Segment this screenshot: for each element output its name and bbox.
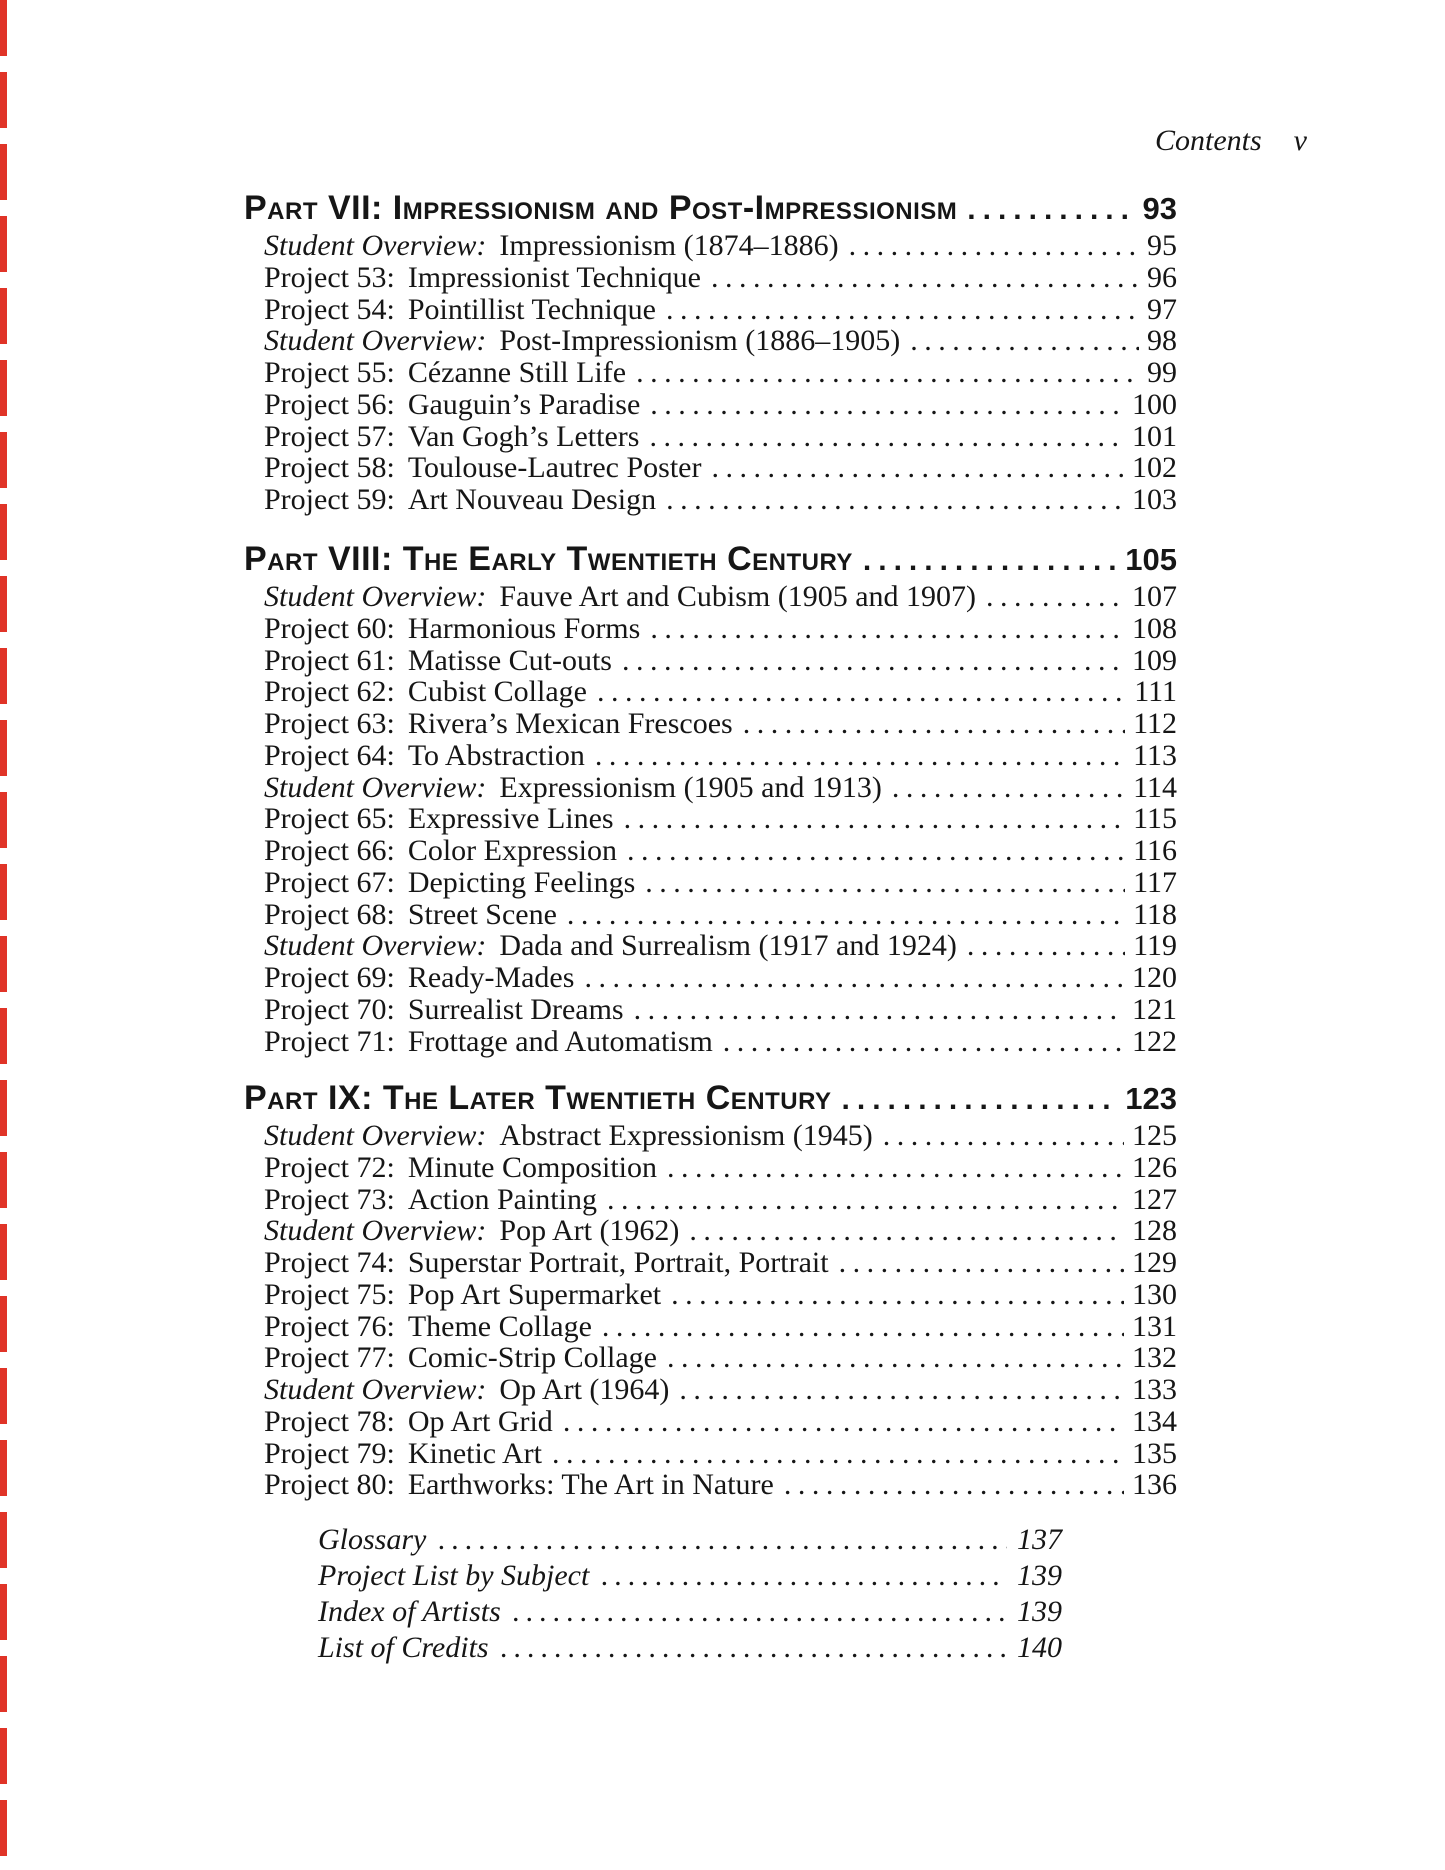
entry-page-number: 99 [1147,356,1177,389]
entry-title: Kinetic Art [407,1436,542,1470]
toc-entry [264,1406,1177,1438]
dot-leader [839,1247,1124,1279]
dot-leader [743,708,1125,740]
left-edge-red-marker [0,0,7,1870]
part-heading [244,186,1177,230]
entry-title: Cubist Collage [407,675,587,709]
toc-entry [264,421,1177,453]
dot-leader [666,484,1124,516]
toc-entry [264,1279,1177,1311]
entry-title: Impressionist Technique [407,260,701,294]
entry-label: Project 57: [264,419,395,453]
toc-entry [264,994,1177,1026]
entry-label: Project 66: [264,834,395,867]
toc-entry [264,357,1177,389]
backmatter-title: Project List by Subject [318,1559,590,1592]
entry-label: Project 54: [264,292,395,326]
toc-entry [264,1374,1177,1406]
entry-page-number: 117 [1133,865,1177,899]
entry-page-number: 101 [1132,419,1177,453]
dot-leader [711,262,1139,294]
entry-page-number: 125 [1132,1119,1177,1152]
entry-title: Cézanne Still Life [407,356,627,389]
dot-leader [627,835,1125,867]
entry-page-number: 118 [1133,897,1177,931]
entry-page-number: 98 [1147,324,1177,358]
dot-leader [584,962,1124,994]
entry-title: Rivera’s Mexican Frescoes [407,707,733,740]
toc-section [244,1076,1177,1501]
entry-label: Project 73: [264,1182,395,1216]
entry-label: Project 75: [264,1277,395,1311]
entry-label: Student Overview: [264,580,487,613]
dot-leader [967,186,1134,232]
dot-leader [723,1026,1124,1058]
entry-label: Project 64: [264,738,395,772]
entry-label: Project 53: [264,260,395,294]
part-page-number: 105 [1125,542,1177,577]
backmatter-entry [318,1522,1062,1558]
entry-label: Project 67: [264,865,395,899]
dot-leader [501,1630,1007,1666]
toc-entry [264,899,1177,931]
entry-page-number: 97 [1147,292,1177,326]
entry-title: Toulouse-Lautrec Poster [407,451,702,485]
toc-entry [264,835,1177,867]
dot-leader [667,1152,1124,1184]
entry-title: Earthworks: The Art in Nature [407,1468,774,1502]
toc-entry [264,389,1177,421]
toc-entry-list [264,1120,1177,1501]
entry-page-number: 109 [1132,643,1177,677]
entry-label: Project 56: [264,387,395,421]
dot-leader [563,1406,1124,1438]
toc-entry [264,803,1177,835]
entry-title: Comic-Strip Collage [407,1341,657,1375]
entry-label: Project 65: [264,802,395,836]
toc-entry [264,1120,1177,1152]
entry-title: Street Scene [407,897,557,931]
entry-title: Art Nouveau Design [407,483,657,516]
dot-leader [597,676,1126,708]
toc-entry [264,581,1177,613]
dot-leader [636,357,1139,389]
entry-page-number: 113 [1133,738,1177,772]
dot-leader [863,537,1117,583]
toc-entry [264,772,1177,804]
backmatter-entry [318,1558,1062,1594]
entry-label: Project 59: [264,483,395,516]
toc-entry [264,1438,1177,1470]
backmatter-entry [318,1630,1062,1666]
dot-leader [650,389,1124,421]
toc-entry [264,452,1177,484]
toc-entry [264,1184,1177,1216]
entry-page-number: 103 [1132,483,1177,516]
entry-page-number: 135 [1132,1436,1177,1470]
entry-page-number: 108 [1132,611,1177,645]
entry-page-number: 96 [1147,260,1177,294]
part-heading [244,1076,1177,1120]
dot-leader [607,1184,1124,1216]
entry-title: Pop Art Supermarket [407,1277,662,1311]
toc-entry [264,867,1177,899]
entry-page-number: 100 [1132,387,1177,421]
dot-leader [513,1594,1007,1630]
backmatter-entry [318,1594,1062,1630]
entry-title: Matisse Cut-outs [407,643,612,677]
toc-entry [264,676,1177,708]
entry-title: Van Gogh’s Letters [407,419,640,453]
entry-label: Student Overview: [264,324,487,358]
entry-page-number: 119 [1133,929,1177,963]
dot-leader [849,230,1139,262]
toc-entry [264,708,1177,740]
entry-page-number: 121 [1132,992,1177,1026]
backmatter-title: List of Credits [318,1631,489,1664]
toc-entry [264,962,1177,994]
entry-page-number: 127 [1132,1182,1177,1216]
entry-label: Student Overview: [264,1119,487,1152]
entry-label: Project 74: [264,1246,395,1279]
part-page-number: 123 [1125,1081,1177,1116]
entry-label: Project 58: [264,451,395,485]
backmatter-page-number: 137 [1017,1523,1062,1556]
entry-label: Project 72: [264,1150,395,1184]
dot-leader [679,1374,1124,1406]
entry-label: Student Overview: [264,1373,487,1406]
entry-label: Project 78: [264,1404,395,1438]
backmatter-title: Index of Artists [318,1595,501,1628]
dot-leader [595,740,1125,772]
entry-label: Project 68: [264,897,395,931]
entry-title: Impressionism (1874–1886) [499,229,839,262]
backmatter-list [318,1522,1062,1666]
toc-entry-list [264,581,1177,1057]
dot-leader [967,930,1125,962]
entry-page-number: 122 [1132,1024,1177,1058]
toc-entry [264,1247,1177,1279]
entry-title: Abstract Expressionism (1945) [499,1119,873,1152]
entry-label: Project 55: [264,356,395,389]
entry-title: Superstar Portrait, Portrait, Portrait [407,1246,829,1279]
entry-title: Expressionism (1905 and 1913) [499,770,882,804]
entry-label: Project 61: [264,643,395,677]
entry-title: Post-Impressionism (1886–1905) [499,324,901,358]
entry-title: Op Art Grid [407,1404,553,1438]
entry-page-number: 130 [1132,1277,1177,1311]
entry-title: Depicting Feelings [407,865,636,899]
dot-leader [552,1438,1124,1470]
part-heading-label: Part IX: The Later Twentieth Century [244,1079,832,1117]
toc-entry [264,294,1177,326]
entry-page-number: 126 [1132,1150,1177,1184]
entry-page-number: 115 [1133,802,1177,836]
dot-leader [883,1120,1124,1152]
entry-label: Student Overview: [264,929,487,963]
entry-title: Harmonious Forms [407,611,641,645]
dot-leader [622,645,1124,677]
entry-title: Op Art (1964) [499,1373,670,1406]
dot-leader [666,294,1139,326]
entry-title: Fauve Art and Cubism (1905 and 1907) [499,580,977,613]
running-header-page-number: v [1293,124,1307,157]
entry-title: Ready-Mades [407,961,575,994]
entry-title: Color Expression [407,834,617,867]
toc-entry [264,740,1177,772]
dot-leader [624,803,1126,835]
toc-entry [264,1026,1177,1058]
toc-entry [264,1469,1177,1501]
dot-leader [567,899,1125,931]
entry-page-number: 132 [1132,1341,1177,1375]
dot-leader [784,1469,1124,1501]
entry-title: Gauguin’s Paradise [407,387,641,421]
toc-entry-list [264,230,1177,516]
toc-entry [264,645,1177,677]
entry-title: Surrealist Dreams [407,992,624,1026]
dot-leader [649,421,1124,453]
entry-page-number: 129 [1132,1246,1177,1279]
dot-leader [634,994,1124,1026]
entry-page-number: 107 [1132,580,1177,613]
entry-label: Project 62: [264,675,395,709]
dot-leader [910,325,1139,357]
toc-entry [264,1311,1177,1343]
entry-label: Project 63: [264,707,395,740]
entry-label: Project 79: [264,1436,395,1470]
dot-leader [711,452,1124,484]
dot-leader [986,581,1124,613]
entry-title: Action Painting [407,1182,597,1216]
backmatter-title: Glossary [318,1523,427,1556]
entry-page-number: 136 [1132,1468,1177,1502]
toc-entry [264,613,1177,645]
entry-label: Project 69: [264,961,395,994]
toc-section [244,186,1177,516]
dot-leader [602,1311,1124,1343]
entry-page-number: 112 [1133,707,1177,740]
dot-leader [689,1215,1124,1247]
running-header-title: Contents [1155,124,1262,157]
entry-title: Minute Composition [407,1150,657,1184]
entry-title: Frottage and Automatism [407,1024,713,1058]
entry-page-number: 131 [1132,1309,1177,1343]
entry-title: To Abstraction [407,738,585,772]
entry-label: Project 80: [264,1468,395,1502]
entry-label: Student Overview: [264,770,487,804]
entry-label: Project 77: [264,1341,395,1375]
entry-page-number: 120 [1132,961,1177,994]
part-page-number: 93 [1142,191,1177,226]
entry-title: Theme Collage [407,1309,592,1343]
toc-entry [264,262,1177,294]
entry-label: Project 60: [264,611,395,645]
entry-title: Pointillist Technique [407,292,656,326]
toc-entry [264,484,1177,516]
part-heading-label: Part VIII: The Early Twentieth Century [244,540,853,578]
entry-label: Student Overview: [264,1214,487,1248]
entry-label: Project 76: [264,1309,395,1343]
part-heading-label: Part VII: Impressionism and Post-Impressionism [244,189,958,227]
entry-page-number: 128 [1132,1214,1177,1248]
entry-page-number: 95 [1147,229,1177,262]
entry-label: Project 70: [264,992,395,1026]
dot-leader [601,1558,1007,1594]
dot-leader [645,867,1125,899]
entry-label: Student Overview: [264,229,487,262]
toc-entry [264,1152,1177,1184]
backmatter-page-number: 139 [1017,1595,1062,1628]
toc-entry [264,930,1177,962]
toc-section [244,537,1177,1057]
toc-entry [264,325,1177,357]
backmatter-page-number: 140 [1017,1631,1062,1664]
entry-page-number: 134 [1132,1404,1177,1438]
toc-entry [264,230,1177,262]
entry-page-number: 114 [1133,770,1177,804]
dot-leader [667,1342,1124,1374]
toc-entry [264,1215,1177,1247]
entry-title: Dada and Surrealism (1917 and 1924) [499,929,957,963]
dot-leader [438,1522,1007,1558]
dot-leader [892,772,1125,804]
entry-page-number: 102 [1132,451,1177,485]
running-header [1155,124,1307,158]
backmatter-page-number: 139 [1017,1559,1062,1592]
entry-page-number: 111 [1134,675,1177,709]
entry-title: Expressive Lines [407,802,614,836]
dot-leader [650,613,1124,645]
dot-leader [842,1076,1118,1122]
entry-page-number: 133 [1132,1373,1177,1406]
dot-leader [671,1279,1124,1311]
part-heading [244,537,1177,581]
toc-entry [264,1342,1177,1374]
entry-title: Pop Art (1962) [499,1214,680,1248]
entry-page-number: 116 [1133,834,1177,867]
entry-label: Project 71: [264,1024,395,1058]
